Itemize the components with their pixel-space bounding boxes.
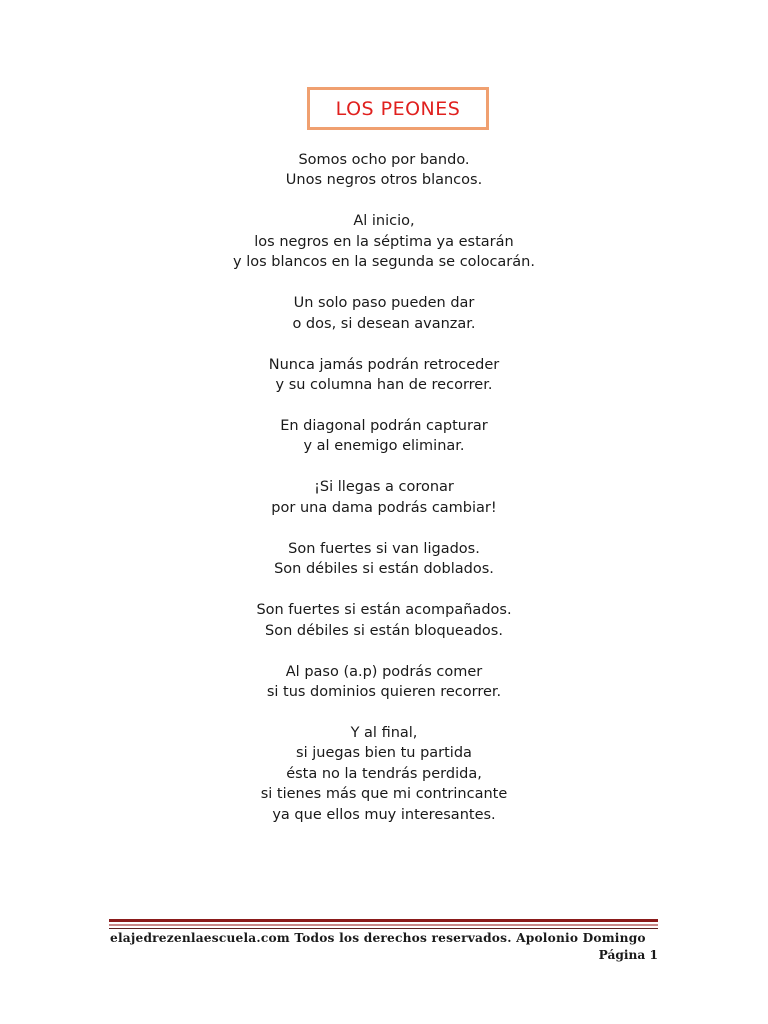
stanza — [0, 355, 768, 396]
poem-line: Son fuertes si están acompañados. — [256, 602, 512, 619]
stanza — [0, 539, 768, 580]
poem-line: si tus dominios quieren recorrer. — [266, 684, 502, 701]
poem-line: y su columna han de recorrer. — [275, 377, 493, 394]
footer-rule — [109, 928, 658, 929]
poem-line: Al inicio, — [353, 213, 415, 230]
poem-line: En diagonal podrán capturar — [280, 418, 488, 435]
poem-line: si tienes más que mi contrincante — [260, 786, 508, 803]
poem-line: Un solo paso pueden dar — [293, 295, 475, 312]
poem-line: Al paso (a.p) podrás comer — [285, 663, 483, 680]
poem-line: Son débiles si están doblados. — [274, 561, 494, 578]
footer-text: elajedrezenlaescuela.com Todos los derechos reservados. Apolonio Domingo — [110, 931, 646, 945]
stanza — [0, 293, 768, 334]
poem-line: Y al final, — [350, 725, 418, 742]
poem-line: o dos, si desean avanzar. — [292, 315, 476, 332]
poem-line: por una dama podrás cambiar! — [271, 499, 497, 516]
poem-line: Nunca jamás podrán retroceder — [268, 356, 500, 373]
poem-line: Somos ocho por bando. — [298, 152, 470, 168]
footer-rule — [109, 924, 658, 926]
page-number: Página 1 — [598, 948, 658, 962]
stanza — [0, 416, 768, 457]
poem — [0, 150, 768, 846]
stanza — [0, 600, 768, 641]
poem-line: ésta no la tendrás perdida, — [286, 765, 482, 782]
poem-line: los negros en la séptima ya estarán — [254, 233, 514, 250]
poem-line: Son fuertes si van ligados. — [288, 540, 480, 557]
poem-line: y los blancos en la segunda se colocarán. — [233, 254, 535, 271]
page-title: LOS PEONES — [335, 97, 461, 120]
poem-line: Son débiles si están bloqueados. — [265, 622, 503, 639]
poem-line: Unos negros otros blancos. — [285, 172, 483, 189]
stanza — [0, 477, 768, 518]
stanza — [0, 150, 768, 191]
poem-line: ¡Si llegas a coronar — [314, 479, 454, 496]
footer-rule — [109, 919, 658, 922]
title-box — [307, 87, 489, 130]
poem-line: y al enemigo eliminar. — [303, 438, 465, 455]
poem-line: si juegas bien tu partida — [296, 745, 472, 762]
stanza — [0, 211, 768, 272]
poem-line: ya que ellos muy interesantes. — [272, 806, 496, 823]
stanza — [0, 662, 768, 703]
stanza — [0, 723, 768, 825]
